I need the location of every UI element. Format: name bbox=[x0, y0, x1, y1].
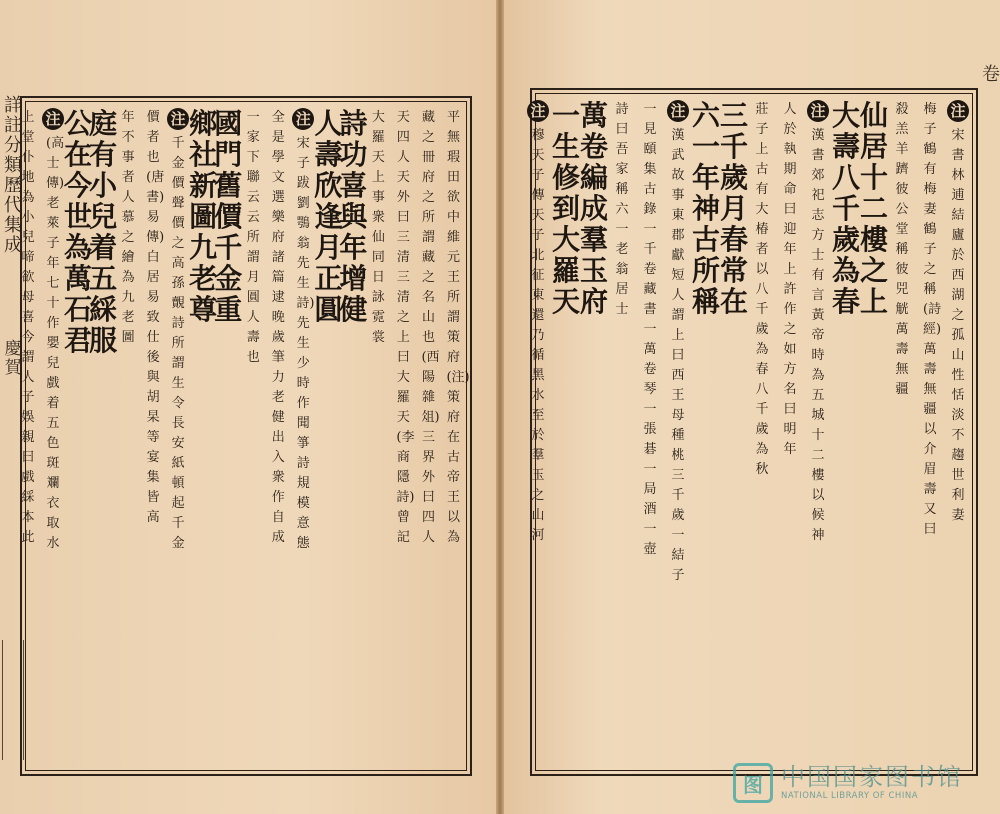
commentary-column: 全是學文選樂府諸篇逮晚歲筆力老健出入衆作自成 bbox=[271, 110, 285, 545]
commentary-column: 莊子上古有大椿者以八千歲為春八千歲為秋 bbox=[755, 102, 769, 477]
verse-column: 公 在 今 世 為 萬 石 君 bbox=[64, 107, 93, 357]
watermark bbox=[733, 760, 995, 806]
commentary-column: (高士傳)老萊子年七十作嬰兒戲着五色斑斕衣取水 bbox=[46, 136, 65, 551]
commentary-column: 一見頤集古錄一千卷藏書一萬卷琴一張碁一局酒一壺 bbox=[643, 102, 657, 557]
verse-column: 大 壽 八 千 歲 為 春 bbox=[831, 99, 860, 318]
annotation-marker-icon: 注 bbox=[667, 100, 689, 122]
commentary-column: 宋書林逋結廬於西湖之孤山性恬淡不趨世利妻 bbox=[951, 128, 965, 523]
margin-book-title: 詳註分類歷代集成 bbox=[4, 95, 22, 256]
verse-column: 詩 功 喜 與 年 增 健 bbox=[339, 107, 368, 326]
commentary-column: 年不事者人慕之繪為九老圖 bbox=[121, 110, 135, 345]
commentary-column: 穆天子傳天子北征東還乃循黑水至於羣玉之山河 bbox=[531, 128, 545, 543]
annotation-marker-icon: 注 bbox=[167, 108, 189, 130]
commentary-column: 梅子鶴有梅妻鶴子之稱(詩經)萬壽無疆以介眉壽又曰 bbox=[923, 102, 942, 537]
watermark-english: NATIONAL LIBRARY OF CHINA bbox=[781, 791, 919, 801]
annotation-marker-icon: 注 bbox=[947, 100, 969, 122]
commentary-column: 藏之冊府之所謂藏之名山也(西陽雜俎)三界外曰四人 bbox=[421, 110, 440, 545]
commentary-column: 千金價聲價之高孫覿詩所謂生令長安紙頓起千金 bbox=[171, 136, 185, 551]
commentary-column: 一家下聯云云所謂月圓人壽也 bbox=[246, 110, 260, 365]
annotation-marker-icon: 注 bbox=[42, 108, 64, 130]
watermark-chinese: 中国国家图书馆 bbox=[781, 763, 963, 791]
verse-column: 人 壽 欣 逢 月 正 圓 bbox=[314, 107, 343, 326]
annotation-marker-icon: 注 bbox=[807, 100, 829, 122]
verse-column: 六 一 年 神 古 所 稱 bbox=[691, 99, 720, 318]
margin-section-title: 慶賀 bbox=[4, 339, 22, 378]
verse-column: 庭 有 小 兒 着 五 綵 服 bbox=[89, 107, 118, 357]
commentary-column: 宋子跋劉鶚翁先生詩)先生少時作聞箏詩規模意態 bbox=[296, 136, 315, 551]
annotation-marker-icon: 注 bbox=[527, 100, 549, 122]
verse-column: 萬 卷 編 成 羣 玉 府 bbox=[579, 99, 608, 318]
commentary-column: 平無瑕田欲中維元王所謂策府(注)策府在古帝王以為 bbox=[446, 110, 470, 545]
commentary-column: 殺羔羊躋彼公堂稱彼兕觥萬壽無疆 bbox=[895, 102, 909, 397]
book-gutter bbox=[496, 0, 504, 814]
verse-column: 國 門 舊 價 千 金 重 bbox=[214, 107, 243, 326]
library-logo-icon: 图 bbox=[733, 763, 773, 803]
commentary-column: 價者也(唐書)易傳)白居易致仕後與胡杲等宴集皆高 bbox=[146, 110, 165, 525]
commentary-column: 天四人天外曰三清三清之上曰大羅天(李商隱詩)曾記 bbox=[396, 110, 415, 545]
commentary-column: 上堂仆地為小兒啼欲母喜今謂人子娛親曰戲綵本此 bbox=[21, 110, 35, 545]
page-edge-mark: 卷 bbox=[982, 64, 1000, 85]
commentary-column: 漢書郊祀志方士有言黃帝時為五城十二樓以候神 bbox=[811, 128, 825, 543]
verse-column: 鄉 社 新 圖 九 老 尊 bbox=[189, 107, 218, 326]
verse-column: 一 生 修 到 大 羅 天 bbox=[551, 99, 580, 318]
commentary-column: 詩曰吾家稱六一老翁居士 bbox=[615, 102, 629, 317]
commentary-column: 人於執期命曰迎年上許作之如方名曰明年 bbox=[783, 102, 797, 457]
commentary-column: 漢武故事東郡獻短人謂上曰西王母種桃三千歲一結子 bbox=[671, 128, 685, 583]
verse-column: 仙 居 十 二 樓 之 上 bbox=[859, 99, 888, 318]
verse-column: 三 千 歲 月 春 常 在 bbox=[719, 99, 748, 318]
commentary-column: 大羅天上事衆仙同日詠霓裳 bbox=[371, 110, 385, 345]
annotation-marker-icon: 注 bbox=[292, 108, 314, 130]
